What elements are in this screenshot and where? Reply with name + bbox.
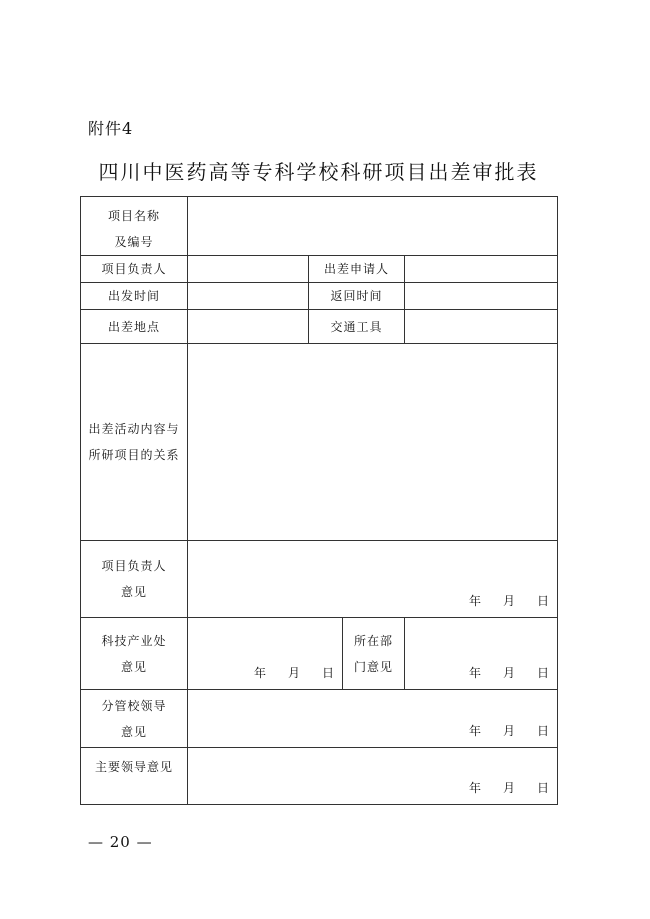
vp-opinion-label-line1: 分管校领导: [101, 698, 167, 713]
vp-opinion-label-line2: 意见: [120, 724, 147, 739]
leader-opinion-date: [469, 592, 549, 609]
project-leader-label: 项目负责人: [81, 256, 188, 283]
date-month: 月: [502, 594, 515, 608]
form-title: 四川中医药高等专科学校科研项目出差审批表: [98, 160, 539, 184]
trip-location-field[interactable]: [188, 310, 309, 344]
date-year: 年: [468, 666, 481, 680]
return-time-field[interactable]: [405, 283, 558, 310]
project-name-label: [81, 197, 188, 256]
department-label-line1: 所在部: [353, 633, 393, 648]
departure-time-field[interactable]: [188, 283, 309, 310]
activity-relation-label-line1: 出差活动内容与: [88, 422, 180, 436]
tech-office-label: [81, 618, 188, 690]
date-month: 月: [502, 724, 515, 738]
trip-applicant-label: 出差申请人: [309, 256, 405, 283]
departure-time-label: 出发时间: [81, 283, 188, 310]
return-time-label: 返回时间: [309, 283, 405, 310]
project-name-label-line2: 及编号: [114, 235, 154, 249]
leader-opinion-field[interactable]: [188, 541, 558, 618]
date-day: 日: [536, 594, 549, 608]
attachment-label: 附件4: [88, 119, 134, 138]
activity-relation-label: [81, 344, 188, 541]
tech-office-label-line1: 科技产业处: [101, 633, 167, 648]
vp-opinion-field[interactable]: [188, 690, 558, 748]
department-date: [469, 664, 549, 681]
transport-field[interactable]: [405, 310, 558, 344]
principal-opinion-date: [469, 779, 549, 796]
tech-office-date: [254, 664, 334, 681]
leader-opinion-label-line2: 意见: [120, 585, 147, 599]
date-year: 年: [468, 594, 481, 608]
vp-opinion-label: [81, 690, 188, 748]
principal-opinion-field[interactable]: [188, 748, 558, 805]
activity-relation-field[interactable]: [188, 344, 558, 541]
project-name-field[interactable]: [188, 197, 558, 256]
department-label: [343, 618, 405, 690]
date-month: 月: [502, 666, 515, 680]
date-day: 日: [536, 781, 549, 795]
date-day: 日: [536, 666, 549, 680]
date-year: 年: [468, 781, 481, 795]
project-name-label-line1: 项目名称: [107, 209, 160, 223]
tech-office-label-line2: 意见: [120, 659, 147, 674]
tech-office-opinion-field[interactable]: [188, 618, 343, 690]
date-day: 日: [321, 666, 334, 680]
department-opinion-field[interactable]: [405, 618, 558, 690]
activity-relation-label-line2: 所研项目的关系: [88, 448, 180, 462]
principal-opinion-label: 主要领导意见: [81, 748, 188, 805]
leader-opinion-label: [81, 541, 188, 618]
transport-label: 交通工具: [309, 310, 405, 344]
date-day: 日: [536, 724, 549, 738]
trip-applicant-field[interactable]: [405, 256, 558, 283]
vp-opinion-date: [469, 722, 549, 739]
project-leader-field[interactable]: [188, 256, 309, 283]
date-year: 年: [253, 666, 266, 680]
date-year: 年: [468, 724, 481, 738]
page-number: — 20 —: [88, 833, 153, 851]
trip-location-label: 出差地点: [81, 310, 188, 344]
approval-form-table: [80, 196, 558, 805]
leader-opinion-label-line1: 项目负责人: [101, 559, 167, 573]
date-month: 月: [502, 781, 515, 795]
department-label-line2: 门意见: [353, 659, 393, 674]
date-month: 月: [287, 666, 300, 680]
